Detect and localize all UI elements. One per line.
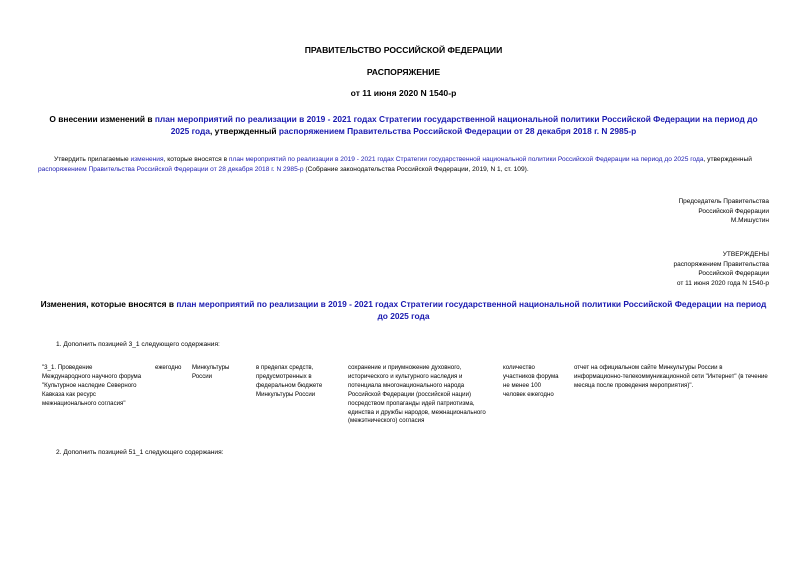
intro-part1: Утвердить прилагаемые	[54, 156, 131, 163]
order-link[interactable]: распоряжением Правительства Российской Федерации от 28 декабря 2018 г. N 2985-р	[38, 166, 304, 173]
intro-part4: (Собрание законодательства Российской Федерации, 2019, N 1, ст. 109).	[303, 166, 529, 173]
table-row	[0, 364, 807, 444]
signature-name: М.Мишустин	[730, 217, 769, 224]
changes-title	[0, 298, 807, 322]
title-order-link[interactable]: распоряжением Правительства Российской Федерации от 28 декабря 2018 г. N 2985-р	[278, 126, 637, 136]
item-2-text: 2. Дополнить позицией 51_1 следующего содержания:	[56, 449, 224, 456]
changes-link[interactable]: изменения	[130, 156, 164, 163]
document-date: от 11 июня 2020 N 1540-р	[350, 88, 457, 98]
item-1-text: 1. Дополнить позицией 3_1 следующего содержания:	[56, 341, 220, 348]
changes-title-prefix: Изменения, которые вносятся в	[40, 299, 177, 309]
intro-paragraph	[38, 155, 773, 175]
title-middle: , утвержденный	[210, 126, 279, 136]
approved-block	[569, 250, 769, 288]
intro-part3: , утвержденный	[703, 156, 752, 163]
approved-label: УТВЕРЖДЕНЫ	[722, 251, 769, 258]
row-report: отчет на официальном сайте Минкультуры России в информационно-телекоммуникационной сети "Интернет" (в течение месяца после проведения мероприятия)".	[574, 364, 768, 389]
row-event: "3_1. Проведение Международного научного форума "Культурное наследие Северного Кавказа как ресурс межнационального согласия"	[42, 364, 142, 407]
intro-part2: , которые вносятся в	[163, 156, 229, 163]
row-result: сохранение и приумножение духовного, исторического и культурного наследия и потенциала многонационального народа Российской Федерации (российской нации) посредством пропаганды идей патриотизма, единства и дружбы народов, межнационального (межэтнического) согласия	[348, 364, 486, 425]
approved-by: распоряжением Правительства	[673, 260, 769, 268]
title-prefix: О внесении изменений в	[49, 114, 155, 124]
row-funding: в пределах средств, предусмотренных в федеральном бюджете Минкультуры России	[256, 364, 323, 398]
plan-link[interactable]: план мероприятий по реализации в 2019 - 2021 годах Стратегии государственной национальной политики Российской Федерации на период до 2025 года	[228, 156, 704, 163]
document-type: РАСПОРЯЖЕНИЕ	[366, 67, 441, 77]
title-plan-link[interactable]: план мероприятий по реализации в 2019 - 2021 годах Стратегии государственной национальной политики Российской Федерации на период до 2025 года	[154, 114, 758, 136]
approved-org: Российской Федерации	[698, 270, 769, 277]
row-indicator: количество участников форума не менее 100 человек ежегодно	[503, 364, 559, 398]
signature-title: Председатель Правительства	[678, 198, 769, 205]
signature-block	[569, 197, 769, 226]
row-period: ежегодно	[155, 364, 182, 371]
changes-title-plan-link[interactable]: план мероприятий по реализации в 2019 - 2021 годах Стратегии государственной национальной политики Российской Федерации на период до 2025 года	[176, 299, 767, 321]
government-name: ПРАВИТЕЛЬСТВО РОССИЙСКОЙ ФЕДЕРАЦИИ	[304, 45, 503, 55]
approved-date: от 11 июня 2020 года N 1540-р	[676, 279, 769, 287]
signature-org: Российской Федерации	[698, 207, 769, 215]
document-title	[0, 113, 807, 137]
row-executor: Минкультуры России	[192, 364, 230, 380]
